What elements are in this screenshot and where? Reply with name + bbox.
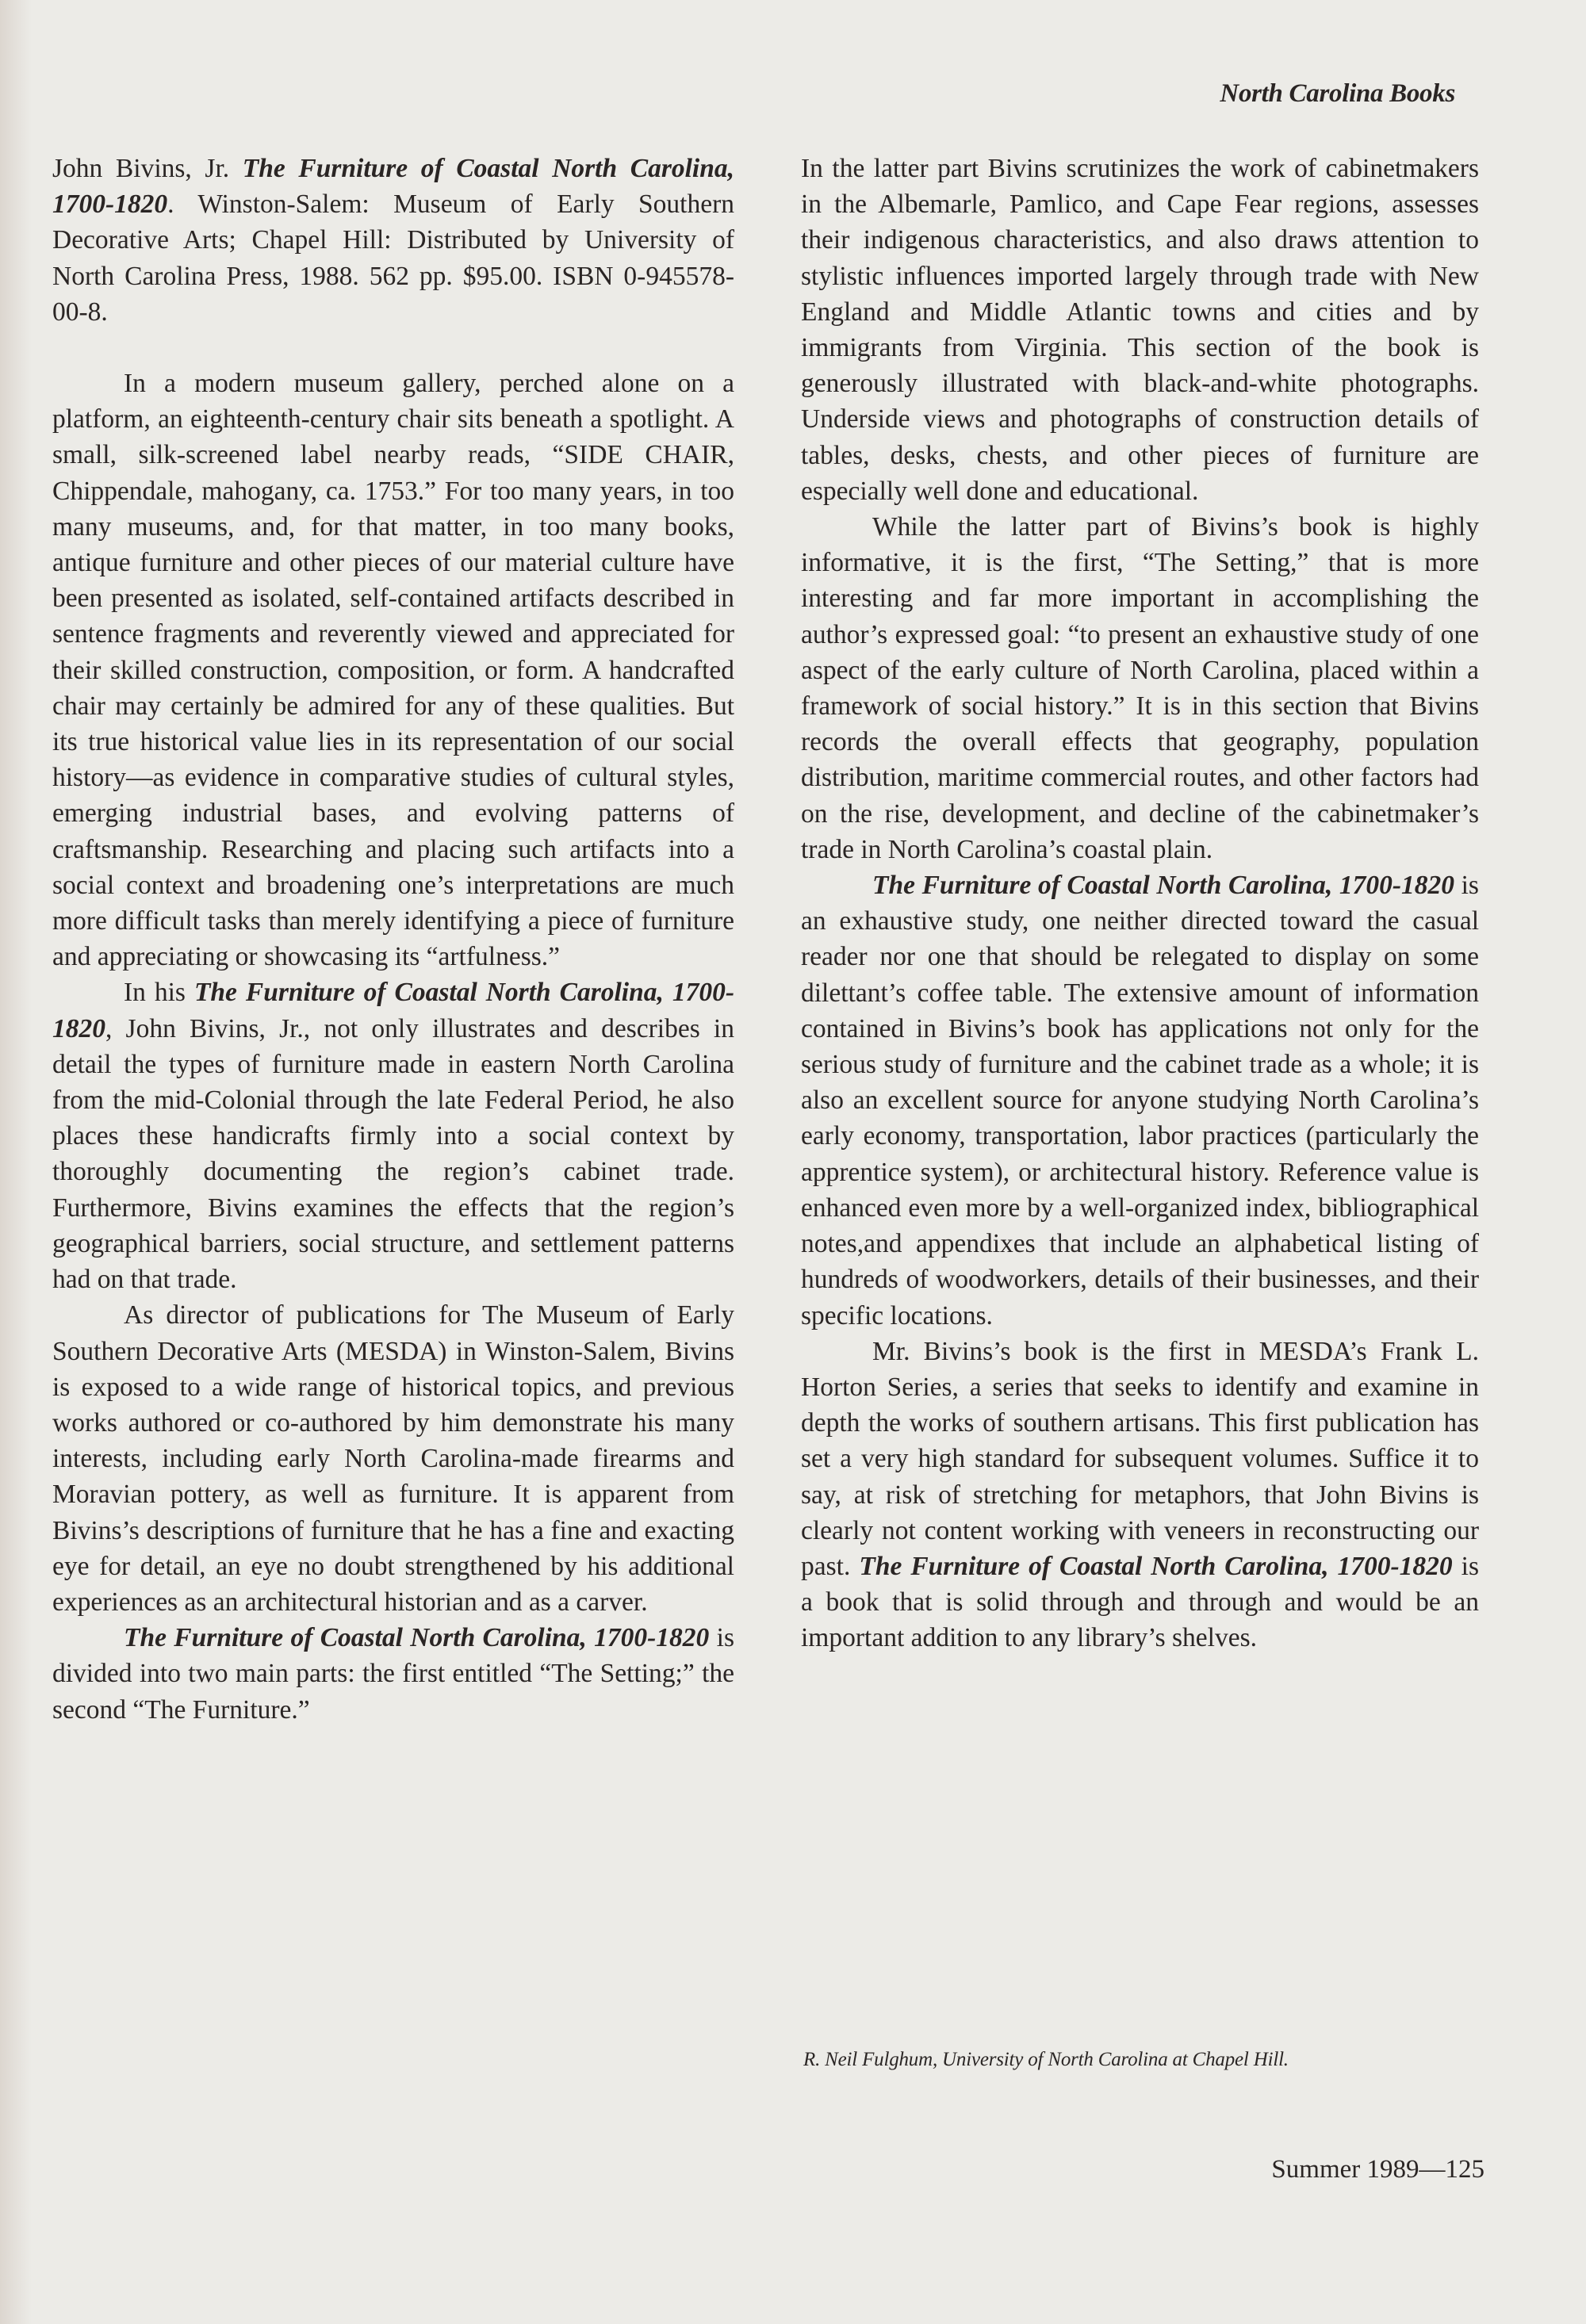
citation-title: The Furniture of Coastal North Carolina, 1700-1820 <box>52 154 734 220</box>
left-column <box>52 151 734 1728</box>
right-column <box>801 151 1479 1656</box>
book-title: The Furniture of Coastal North Carolina, 1700-1820 <box>52 978 734 1043</box>
paragraph: In a modern museum gallery, perched alone on a platform, an eighteenth-century chair sits beneath a spotlight. A small, silk-screened label nearby reads, “SIDE CHAIR, Chippendale, mahogany, ca. 1753.” For too many years, in too many museums, and, for that matter, in too many books, antique furniture and other pieces of our material culture have been presented as isolated, self-contained artifacts described in sentence fragments and reverently viewed and appreciated for their skilled construction, composition, or form. A handcrafted chair may certainly be admired for any of these qualities. But its true historical value lies in its representation of our social history—as evidence in comparative studies of cultural styles, emerging industrial bases, and evolving patterns of craftsmanship. Researching and placing such artifacts into a social context and broadening one’s interpretations are much more difficult tasks than merely identifying a piece of furniture and appreciating or showcasing its “artfulness.” <box>52 369 734 972</box>
book-title: The Furniture of Coastal North Carolina, 1700-1820 <box>872 871 1454 901</box>
page-edge-shadow <box>0 0 32 2324</box>
paragraph: The Furniture of Coastal North Carolina, 1700-1820 is divided into two main parts: the first entitled “The Setting;” the second “The Furniture.” <box>52 1623 734 1725</box>
running-head: North Carolina Books <box>1220 79 1455 108</box>
reviewer-signature: R. Neil Fulghum, University of North Carolina at Chapel Hill. <box>803 2049 1289 2070</box>
paragraph: In his The Furniture of Coastal North Carolina, 1700-1820, John Bivins, Jr., not only illustrates and describes in detail the types of furniture made in eastern North Carolina from the mid-Colonial through the late Federal Period, he also places these handicrafts firmly into a social context by thoroughly documenting the region’s cabinet trade. Furthermore, Bivins examines the effects that the region’s geographical barriers, social structure, and settlement patterns had on that trade. <box>52 978 734 1295</box>
paragraph: Mr. Bivins’s book is the first in MESDA’s Frank L. Horton Series, a series that seeks to identify and examine in depth the works of southern artisans. This first publication has set a very high standard for subsequent volumes. Suffice it to say, at risk of stretching for metaphors, that John Bivins is clearly not content working with veneers in reconstructing our past. The Furniture of Coastal North Carolina, 1700-1820 is a book that is solid through and through and would be an important addition to any library’s shelves. <box>801 1336 1479 1653</box>
citation-publication: . Winston-Salem: Museum of Early Southern Decorative Arts; Chapel Hill: Distributed by University of North Carolina Press, 1988. 562 pp. $95.00. ISBN 0-945578-00-8. <box>52 190 734 327</box>
book-title: The Furniture of Coastal North Carolina, 1700-1820 <box>124 1623 710 1653</box>
paragraph: As director of publications for The Museum of Early Southern Decorative Arts (MESDA) in Winston-Salem, Bivins is exposed to a wide range of historical topics, and previous works authored or co-authored by him demonstrate his many interests, including early North Carolina-made firearms and Moravian pottery, as well as furniture. It is apparent from Bivins’s descriptions of furniture that he has a fine and exacting eye for detail, an eye no doubt strengthened by his additional experiences as an architectural historian and as a carver. <box>52 1300 734 1617</box>
paragraph: While the latter part of Bivins’s book is highly informative, it is the first, “The Setting,” that is more interesting and far more important in accomplishing the author’s expressed goal: “to present an exhaustive study of one aspect of the early culture of North Carolina, placed within a framework of social history.” It is in this section that Bivins records the overall effects that geography, population distribution, maritime commercial routes, and other factors had on the rise, development, and decline of the cabinetmaker’s trade in North Carolina’s coastal plain. <box>801 512 1479 864</box>
page-folio: Summer 1989—125 <box>1271 2155 1484 2184</box>
book-citation <box>52 151 734 330</box>
paragraph: The Furniture of Coastal North Carolina, 1700-1820 is an exhaustive study, one neither directed toward the casual reader nor one that should be relegated to display on some dilettant’s coffee table. The extensive amount of information contained in Bivins’s book has applications not only for the serious study of furniture and the cabinet trade as a whole; it is also an excellent source for anyone studying North Carolina’s early economy, transportation, labor practices (particularly the apprentice system), or architectural history. Reference value is enhanced even more by a well-organized index, bibliographical notes,and appendixes that include an alphabetical listing of hundreds of woodworkers, details of their businesses, and their specific locations. <box>801 871 1479 1330</box>
paragraph: In the latter part Bivins scrutinizes the work of cabinetmakers in the Albemarle, Pamlico, and Cape Fear regions, assesses their indigenous characteristics, and also draws attention to stylistic influences imported largely through trade with New England and Middle Atlantic towns and cities and by immigrants from Virginia. This section of the book is generously illustrated with black-and-white photographs. Underside views and photographs of construction details of tables, desks, chests, and other pieces of furniture are especially well done and educational. <box>801 154 1479 506</box>
citation-author: John Bivins, Jr. <box>52 154 230 183</box>
book-title: The Furniture of Coastal North Carolina, 1700-1820 <box>859 1551 1453 1581</box>
